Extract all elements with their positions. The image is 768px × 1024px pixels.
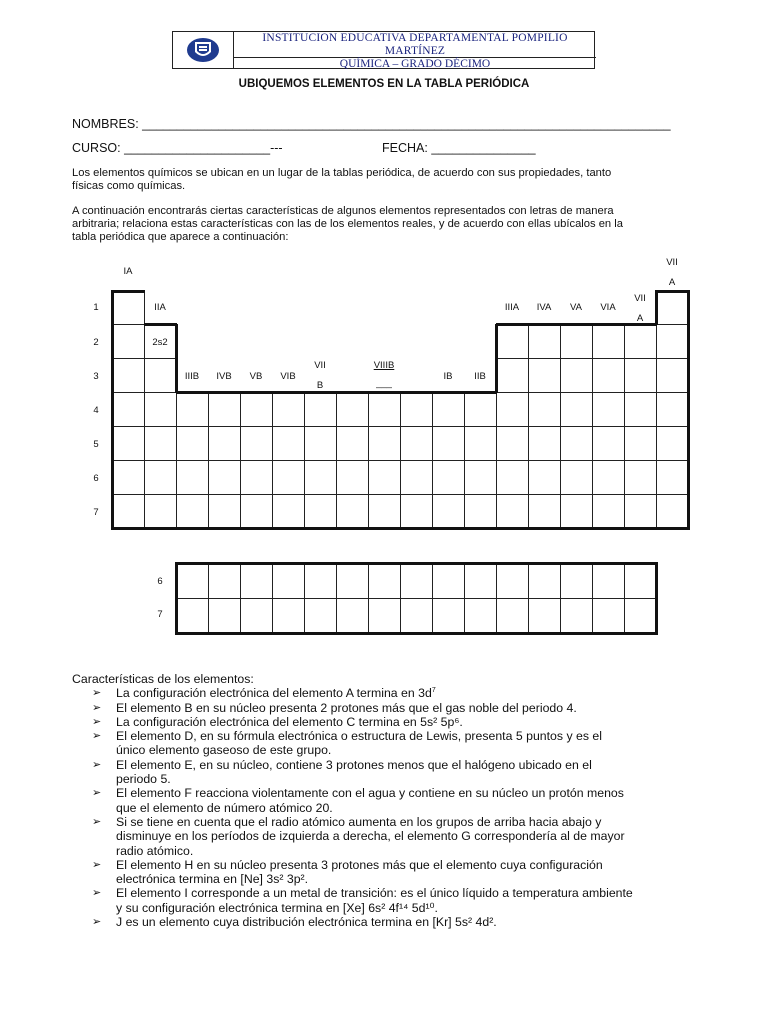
lower-table-cell[interactable]: [272, 563, 305, 599]
table-cell[interactable]: [208, 460, 241, 495]
table-cell[interactable]: [560, 494, 593, 529]
lower-table-cell[interactable]: [240, 563, 273, 599]
table-cell[interactable]: [112, 358, 145, 393]
item-text: J es un elemento cuya distribución electrónica termina en [Kr] 5s² 4d².: [116, 915, 497, 930]
table-cell[interactable]: [656, 426, 689, 461]
item-text: La configuración electrónica del elemento C termina en 5s² 5p⁶.: [116, 714, 463, 729]
lower-table-cell[interactable]: [208, 563, 241, 599]
table-cell[interactable]: [176, 460, 209, 495]
item-text: La configuración electrónica del elemento A termina en 3d: [116, 686, 432, 701]
item-text: El elemento H en su núcleo presenta 3 protones más que el elemento cuya configuración: [116, 857, 603, 872]
table-cell[interactable]: [304, 392, 337, 427]
lower-table-cell[interactable]: [560, 598, 593, 634]
group-label-IVB: IVB: [216, 371, 232, 382]
lower-table-cell[interactable]: [528, 563, 561, 599]
table-cell[interactable]: [400, 494, 433, 529]
lower-table-cell[interactable]: [432, 563, 465, 599]
arrow-bullet-icon: ➢: [92, 887, 102, 900]
list-item: [72, 758, 712, 787]
table-cell[interactable]: [400, 460, 433, 495]
period-label: 6: [93, 473, 99, 484]
intro-p2-line2: arbitraria; relaciona estas características con las de los elementos reales, y de acuerdo con ellas ubícalos en la: [72, 218, 623, 230]
school-name-line1: INSTITUCION EDUCATIVA DEPARTAMENTAL POMPILIO: [262, 32, 568, 44]
period-label: 5: [93, 439, 99, 450]
table-cell[interactable]: [656, 324, 689, 359]
table-cell[interactable]: [656, 392, 689, 427]
arrow-bullet-icon: ➢: [92, 687, 102, 700]
table-border: [687, 290, 690, 530]
curso-label: CURSO:: [72, 141, 121, 155]
arrow-bullet-icon: ➢: [92, 916, 102, 929]
table-cell[interactable]: [624, 324, 657, 359]
list-item: [72, 729, 712, 758]
table-border: [656, 290, 689, 293]
arrow-bullet-icon: ➢: [92, 730, 102, 743]
period-label: 2: [93, 337, 99, 348]
table-cell[interactable]: [112, 324, 145, 359]
table-cell[interactable]: [528, 426, 561, 461]
table-cell[interactable]: [144, 426, 177, 461]
table-cell[interactable]: [368, 494, 401, 529]
table-border: [112, 527, 689, 530]
table-cell[interactable]: [240, 494, 273, 529]
table-cell[interactable]: [528, 460, 561, 495]
lower-table-cell[interactable]: [432, 598, 465, 634]
lower-table-cell[interactable]: [336, 598, 369, 634]
table-cell[interactable]: [368, 460, 401, 495]
characteristics-section: [72, 672, 712, 929]
table-cell[interactable]: [656, 460, 689, 495]
table-cell[interactable]: [496, 494, 529, 529]
fecha-field[interactable]: _______________: [431, 141, 536, 155]
nombres-label: NOMBRES:: [72, 117, 139, 131]
table-cell[interactable]: [592, 324, 625, 359]
lower-table-cell[interactable]: [400, 563, 433, 599]
lower-table-cell[interactable]: [400, 598, 433, 634]
table-cell[interactable]: [400, 426, 433, 461]
table-cell[interactable]: [112, 494, 145, 529]
lower-table-cell[interactable]: [624, 563, 657, 599]
table-cell[interactable]: [144, 494, 177, 529]
nombres-field[interactable]: ____________________________________________________________________________: [142, 117, 671, 131]
lower-table-cell[interactable]: [464, 598, 497, 634]
period-label: 3: [93, 371, 99, 382]
lower-table-cell[interactable]: [304, 563, 337, 599]
group-label-VIIB-bottom: B: [316, 380, 324, 391]
lower-table-cell[interactable]: [176, 563, 209, 599]
table-cell[interactable]: [592, 494, 625, 529]
curso-field[interactable]: _____________________---: [124, 141, 283, 155]
list-item: [72, 858, 712, 887]
table-cell[interactable]: [208, 426, 241, 461]
item-text: electrónica termina en [Ne] 3s² 3p².: [116, 872, 309, 887]
table-cell[interactable]: [592, 426, 625, 461]
table-cell[interactable]: [304, 426, 337, 461]
lower-table-cell[interactable]: [304, 598, 337, 634]
group-label-VA: VA: [570, 302, 582, 313]
table-cell[interactable]: [496, 460, 529, 495]
table-cell[interactable]: [496, 426, 529, 461]
item-text: único elemento gaseoso de este grupo.: [116, 743, 332, 758]
table-cell[interactable]: [656, 494, 689, 529]
fecha-label: FECHA:: [382, 141, 428, 155]
table-cell[interactable]: [336, 494, 369, 529]
table-cell[interactable]: [176, 426, 209, 461]
table-cell[interactable]: [112, 426, 145, 461]
item-text: El elemento B en su núcleo presenta 2 protones más que el gas noble del periodo 4.: [116, 700, 577, 715]
group-label-IIIA: IIIA: [504, 302, 520, 313]
group-label-IIA: IIA: [154, 302, 166, 313]
lower-table-cell[interactable]: [560, 563, 593, 599]
intro-p2-line1: A continuación encontrarás ciertas características de algunos elementos representados con letras de manera: [72, 205, 614, 217]
lower-table-cell[interactable]: [496, 598, 529, 634]
table-border: [112, 290, 145, 293]
table-cell[interactable]: [112, 290, 145, 325]
table-cell[interactable]: [464, 426, 497, 461]
arrow-bullet-icon: ➢: [92, 758, 102, 771]
table-cell[interactable]: [464, 460, 497, 495]
table-cell[interactable]: [304, 460, 337, 495]
group-label-VIA: VIA: [600, 302, 616, 313]
lower-table-cell[interactable]: [528, 598, 561, 634]
table-cell[interactable]: [272, 460, 305, 495]
group-label-VIIA-top: VII: [634, 293, 646, 304]
table-cell[interactable]: [528, 392, 561, 427]
lower-table-border: [175, 562, 178, 635]
list-item: [72, 786, 712, 815]
lower-period-label: 7: [157, 609, 163, 620]
group-label-IB: IB: [443, 371, 453, 382]
table-cell[interactable]: [240, 392, 273, 427]
characteristics-heading: Características de los elementos:: [72, 672, 254, 686]
lower-table-cell[interactable]: [368, 598, 401, 634]
table-cell[interactable]: [400, 392, 433, 427]
item-text: El elemento I corresponde a un metal de transición: es el único líquido a temperatura ambiente: [116, 886, 633, 901]
table-cell[interactable]: [112, 460, 145, 495]
lower-table-cell[interactable]: [496, 563, 529, 599]
table-cell[interactable]: [144, 358, 177, 393]
table-cell[interactable]: [336, 392, 369, 427]
table-cell[interactable]: [560, 358, 593, 393]
table-cell[interactable]: [272, 392, 305, 427]
item-text: y su configuración electrónica termina en [Xe] 6s² 4f¹⁴ 5d¹⁰.: [116, 900, 438, 915]
group-label-VIIB-top: VII: [314, 360, 326, 371]
table-cell[interactable]: [176, 392, 209, 427]
table-cell[interactable]: [368, 392, 401, 427]
period-label: 7: [93, 507, 99, 518]
lower-table-cell[interactable]: [464, 563, 497, 599]
lower-table-border: [655, 562, 658, 635]
table-cell[interactable]: [272, 494, 305, 529]
table-cell[interactable]: [560, 460, 593, 495]
period-label: 1: [93, 302, 99, 313]
table-cell[interactable]: [144, 392, 177, 427]
item-text: El elemento F reacciona violentamente con el agua y contiene en su núcleo un protón menos: [116, 786, 624, 801]
characteristics-list: [72, 686, 712, 929]
lower-period-label: 6: [157, 576, 163, 587]
table-cell[interactable]: [624, 358, 657, 393]
table-cell[interactable]: [496, 324, 529, 359]
table-cell[interactable]: [112, 392, 145, 427]
table-cell[interactable]: [624, 460, 657, 495]
table-cell[interactable]: [336, 460, 369, 495]
intro-p1-line2: físicas como químicas.: [72, 180, 186, 192]
table-cell[interactable]: [336, 426, 369, 461]
table-border: [175, 324, 178, 393]
group-label-VIIIA-top: VII: [666, 257, 678, 268]
lower-table-cell[interactable]: [336, 563, 369, 599]
intro-p1-line1: Los elementos químicos se ubican en un lugar de la tablas periódica, de acuerdo con sus propiedades, tanto: [72, 167, 612, 179]
item-text: El elemento D, en su fórmula electrónica o estructura de Lewis, presenta 5 puntos y es el: [116, 729, 602, 744]
table-border: [144, 323, 177, 326]
table-cell[interactable]: [560, 324, 593, 359]
table-cell[interactable]: [592, 392, 625, 427]
table-cell[interactable]: [528, 324, 561, 359]
table-cell[interactable]: [496, 392, 529, 427]
table-cell[interactable]: [560, 392, 593, 427]
arrow-bullet-icon: ➢: [92, 787, 102, 800]
group-label-VIIIB-blank: ___: [376, 378, 392, 389]
table-cell[interactable]: [496, 358, 529, 393]
list-item: [72, 886, 712, 915]
table-cell[interactable]: [432, 426, 465, 461]
lower-table-cell[interactable]: [368, 563, 401, 599]
lower-table-cell[interactable]: [592, 563, 625, 599]
arrow-bullet-icon: ➢: [92, 715, 102, 728]
table-cell[interactable]: [240, 426, 273, 461]
group-label-VIIIA-bottom: A: [668, 277, 676, 288]
table-cell[interactable]: [624, 392, 657, 427]
item-text: disminuye en los períodos de izquierda a derecha, el elemento G correspondería al de mayor: [116, 829, 625, 844]
table-cell[interactable]: [656, 358, 689, 393]
table-cell[interactable]: [304, 494, 337, 529]
superscript: 7: [431, 687, 436, 695]
group-label-IIB: IIB: [474, 371, 486, 382]
lower-table-cell[interactable]: [208, 598, 241, 634]
table-cell[interactable]: [208, 392, 241, 427]
item-text: Si se tiene en cuenta que el radio atómico aumenta en los grupos de arriba hacia abajo y: [116, 814, 602, 829]
table-cell[interactable]: [528, 494, 561, 529]
group-label-IA: IA: [123, 266, 133, 277]
table-cell[interactable]: [592, 460, 625, 495]
list-item: [72, 715, 712, 729]
group-label-VB: VB: [249, 371, 263, 382]
subject-line: QUÍMICA – GRADO DÉCIMO: [234, 57, 596, 71]
list-item: [72, 701, 712, 715]
item-text: que el elemento de número atómico 20.: [116, 800, 333, 815]
table-cell[interactable]: [176, 494, 209, 529]
table-cell[interactable]: [464, 392, 497, 427]
table-cell[interactable]: [432, 494, 465, 529]
list-item: [72, 686, 712, 700]
table-cell[interactable]: [528, 358, 561, 393]
group-label-IIIB: IIIB: [184, 371, 200, 382]
table-cell[interactable]: [624, 494, 657, 529]
lower-table-cell[interactable]: [176, 598, 209, 634]
table-border: [495, 324, 498, 393]
table-cell[interactable]: [144, 460, 177, 495]
table-cell[interactable]: [624, 426, 657, 461]
table-cell[interactable]: [272, 426, 305, 461]
page-title: UBIQUEMOS ELEMENTOS EN LA TABLA PERIÓDICA: [238, 78, 530, 90]
table-cell[interactable]: [368, 426, 401, 461]
item-text: El elemento E, en su núcleo, contiene 3 protones menos que el halógeno ubicado en el: [116, 757, 592, 772]
group-label-VIB: VIB: [280, 371, 296, 382]
table-cell[interactable]: [592, 358, 625, 393]
item-text: radio atómico.: [116, 843, 194, 858]
list-item: [72, 815, 712, 858]
lower-table-cell[interactable]: [272, 598, 305, 634]
table-border: [111, 290, 114, 530]
item-text: periodo 5.: [116, 772, 171, 787]
table-cell[interactable]: [208, 494, 241, 529]
lower-table-border: [175, 562, 658, 565]
intro-p2-line3: tabla periódica que aparece a continuación:: [72, 231, 289, 243]
lower-table-cell[interactable]: [240, 598, 273, 634]
lower-table-border: [175, 632, 658, 635]
table-cell[interactable]: [560, 426, 593, 461]
table-cell[interactable]: [432, 392, 465, 427]
table-cell[interactable]: [240, 460, 273, 495]
lower-table-cell[interactable]: [592, 598, 625, 634]
table-cell[interactable]: [464, 494, 497, 529]
group-label-IVA: IVA: [536, 302, 552, 313]
period-label: 4: [93, 405, 99, 416]
table-cell[interactable]: [656, 290, 689, 325]
lower-table-cell[interactable]: [624, 598, 657, 634]
arrow-bullet-icon: ➢: [92, 858, 102, 871]
arrow-bullet-icon: ➢: [92, 815, 102, 828]
group-label-VIIA-bottom: A: [636, 313, 644, 324]
table-cell[interactable]: [432, 460, 465, 495]
group-label-VIIIB: VIIIB: [373, 360, 395, 371]
cell-2s2: 2s2: [152, 337, 168, 348]
school-name-line2: MARTÍNEZ: [384, 44, 446, 57]
table-border: [176, 391, 497, 394]
list-item: [72, 915, 712, 929]
arrow-bullet-icon: ➢: [92, 701, 102, 714]
